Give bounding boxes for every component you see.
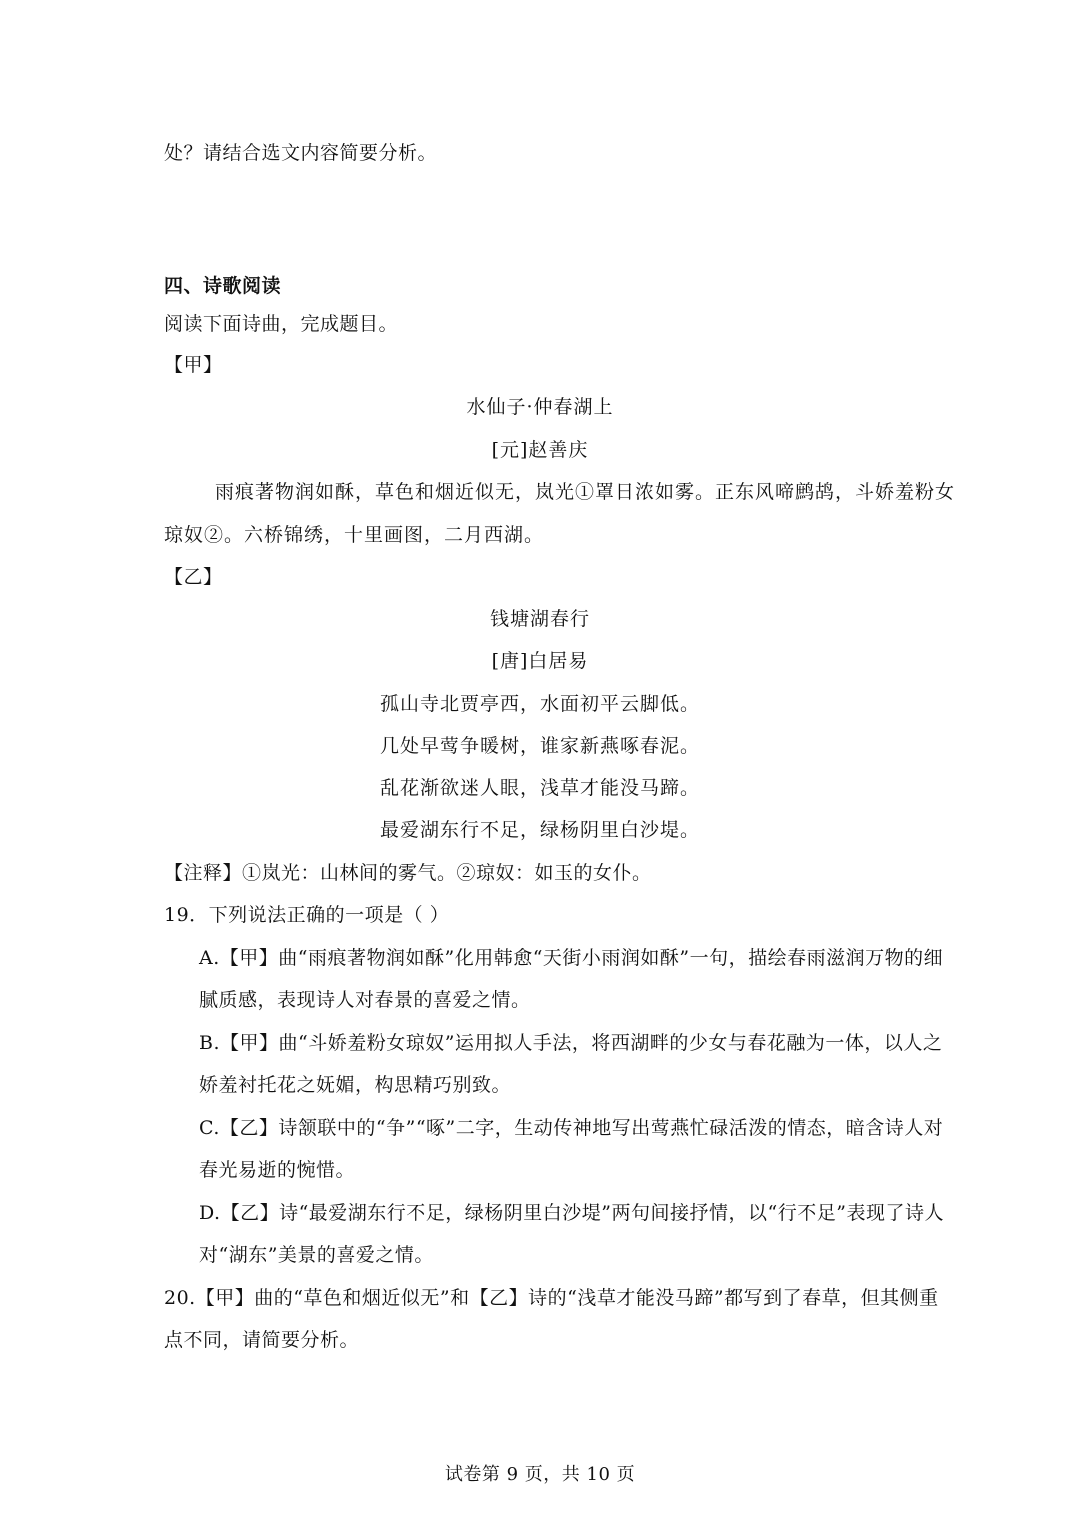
question-19-option-b: 娇羞衬托花之妩媚，构思精巧别致。 <box>199 1074 512 1096</box>
question-19-option-d: D.【乙】诗“最爱湖东行不足，绿杨阴里白沙堤”两句间接抒情，以“行不足”表现了诗人 <box>199 1202 944 1224</box>
section-instruction: 阅读下面诗曲，完成题目。 <box>164 313 399 335</box>
question-20: 点不同，请简要分析。 <box>164 1329 360 1351</box>
question-19-option-a: A.【甲】曲“雨痕著物润如酥”化用韩愈“天街小雨润如酥”一句，描绘春雨滋润万物的细 <box>199 947 944 969</box>
poem-b-line: 最爱湖东行不足，绿杨阴里白沙堤。 <box>379 819 700 841</box>
previous-question-fragment: 处？请结合选文内容简要分析。 <box>164 142 438 164</box>
question-19-option-c: 春光易逝的惋惜。 <box>199 1159 356 1181</box>
annotation-notes: 【注释】①岚光：山林间的雾气。②琼奴：如玉的女仆。 <box>164 862 652 884</box>
question-19-option-a: 腻质感，表现诗人对春景的喜爱之情。 <box>199 989 531 1011</box>
poem-b-line: 乱花渐欲迷人眼，浅草才能没马蹄。 <box>379 777 700 799</box>
section-heading: 四、诗歌阅读 <box>164 275 282 297</box>
poem-b-line: 孤山寺北贾亭西，水面初平云脚低。 <box>379 693 700 715</box>
poem-a-author: [元]赵善庆 <box>491 439 589 461</box>
poem-a-line: 琼奴②。六桥锦绣，十里画图，二月西湖。 <box>164 524 545 546</box>
poem-b-line: 几处早莺争暖树，谁家新燕啄春泥。 <box>379 735 700 757</box>
poem-a-line: 雨痕著物润如酥，草色和烟近似无，岚光①罩日浓如雾。正东风啼鹧鸪，斗娇羞粉女 <box>215 481 956 503</box>
poem-b-author: [唐]白居易 <box>491 650 589 672</box>
question-19-option-d: 对“湖东”美景的喜爱之情。 <box>199 1244 434 1266</box>
poem-b-marker: 【乙】 <box>164 566 223 588</box>
poem-a-title: 水仙子·仲春湖上 <box>466 396 614 418</box>
poem-b-title: 钱塘湖春行 <box>489 608 590 630</box>
poem-a-marker: 【甲】 <box>164 354 223 376</box>
question-20: 20.【甲】曲的“草色和烟近似无”和【乙】诗的“浅草才能没马蹄”都写到了春草，但其侧重 <box>164 1287 939 1309</box>
question-19-option-c: C.【乙】诗颔联中的“争”“啄”二字，生动传神地写出莺燕忙碌活泼的情态，暗含诗人对 <box>199 1117 944 1139</box>
question-19-stem: 19．下列说法正确的一项是（ ） <box>164 904 450 926</box>
page-footer: 试卷第 9 页，共 10 页 <box>444 1464 636 1485</box>
question-19-option-b: B.【甲】曲“斗娇羞粉女琼奴”运用拟人手法，将西湖畔的少女与春花融为一体，以人之 <box>199 1032 943 1054</box>
